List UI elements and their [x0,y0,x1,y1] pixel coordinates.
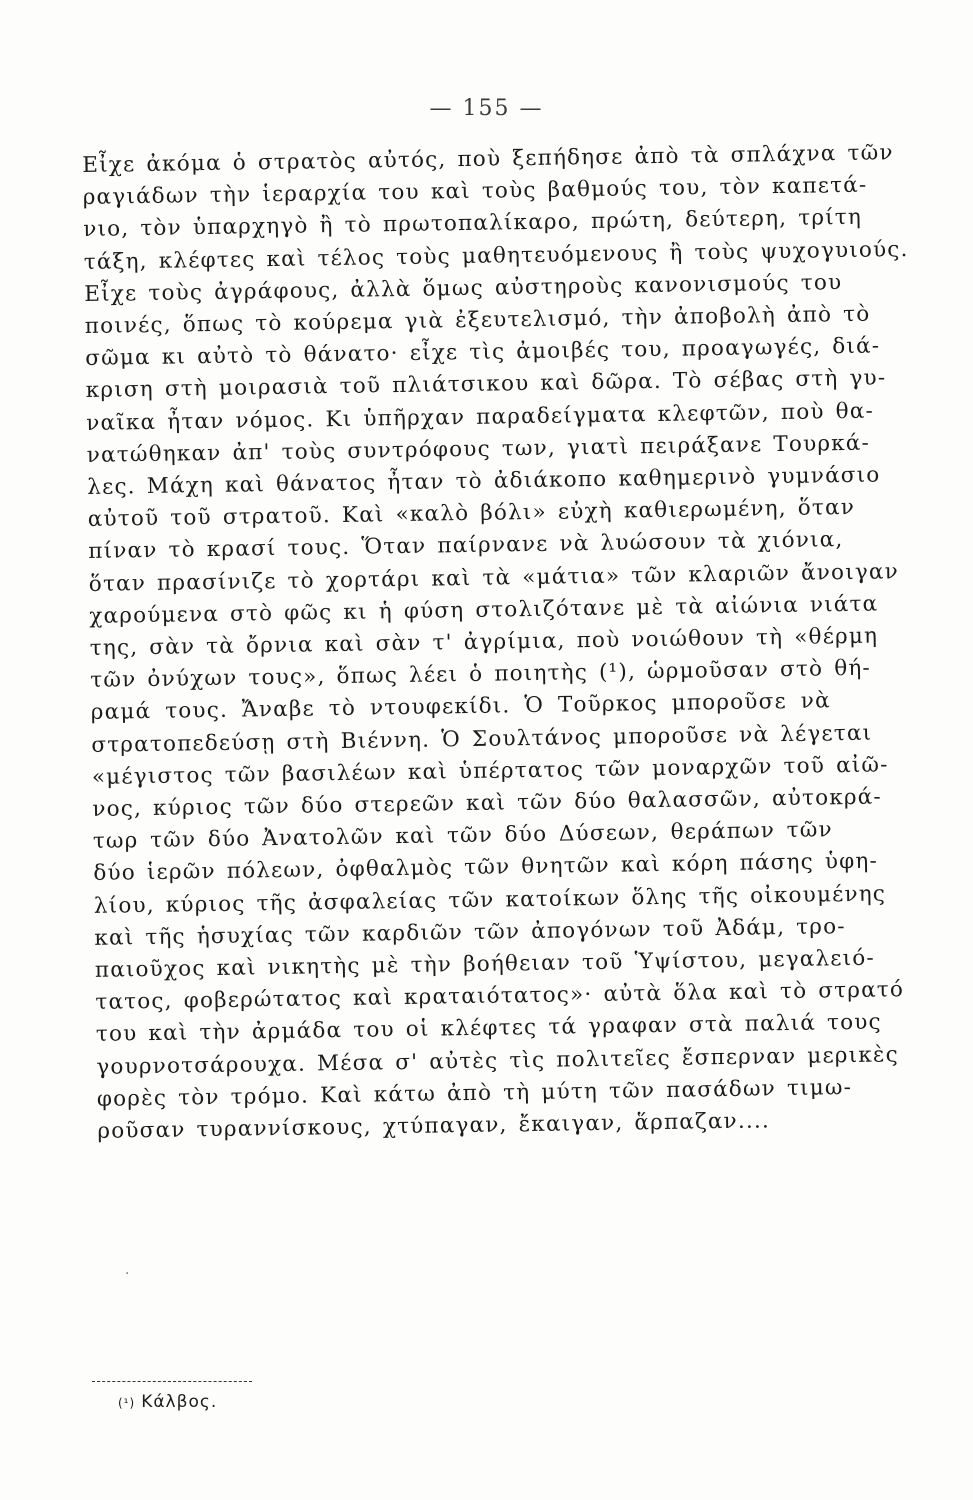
text-line: νατώθηκαν ἀπ' τοὺς συντρόφους των, γιατὶ πειράξανε Τουρκά- [86,430,871,468]
text-line: ροῦσαν τυραννίσκους, χτύπαγαν, ἔκαιγαν, ἅρπαζαν.... [97,1108,771,1144]
text-line: γουρνοτσάρουχα. Μέσα σ' αὐτὲς τὶς πολιτεῖες ἔσπερναν μερικὲς [96,1041,900,1080]
text-line: λες. Μάχη καὶ θάνατος ἦταν τὸ ἀδιάκοπο καθημερινὸ γυμνάσιο [87,462,881,500]
text-line: ναῖκα ἦταν νόμος. Κι ὑπῆρχαν παραδείγματα κλεφτῶν, ποὺ θα- [86,398,875,436]
text-line: λίου, κύριος τῆς ἀσφαλείας τῶν κατοίκων ὅλης τῆς οἰκουμένης [93,881,887,919]
stray-mark: · [125,1266,130,1282]
text-line: καὶ τῆς ἡσυχίας τῶν καρδιῶν τῶν ἀπογόνων τοῦ Ἀδάμ, τρο- [94,913,846,951]
text-line: τωρ τῶν δύο Ἀνατολῶν καὶ τῶν δύο Δύσεων, θεράπων τῶν [92,817,833,855]
text-line: ποινές, ὅπως τὸ κούρεμα γιὰ ἐξευτελισμό, τὴν ἀποβολὴ ἀπὸ τὸ [84,301,871,339]
text-line: τατος, φοβερώτατος καὶ κραταιότατος»· αὐτὰ ὅλα καὶ τὸ στρατό [95,977,905,1016]
footnote [118,1392,217,1412]
text-line: πίναν τὸ κρασί τους. Ὅταν παίρνανε νὰ λυώσουν τὰ χιόνια, [88,527,844,565]
text-line: ὅταν πρασίνιζε τὸ χορτάρι καὶ τὰ «μάτια» τῶν κλαριῶν ἄνοιγαν [88,558,900,597]
text-line: νος, κύριος τῶν δύο στερεῶν καὶ τῶν δύο θαλασσῶν, αὐτοκρά- [92,784,883,822]
text-line: ραμά τους. Ἄναβε τὸ ντουφεκίδι. Ὁ Τοῦρκος μποροῦσε νὰ [90,688,831,726]
text-line: κριση στὴ μοιρασιὰ τοῦ πλιάτσικου καὶ δῶρα. Τὸ σέβας στὴ γυ- [85,365,887,404]
text-line: παιοῦχος καὶ νικητὴς μὲ τὴν βοήθειαν τοῦ Ὑψίστου, μεγαλειό- [94,945,876,983]
text-line: της, σὰν τὰ ὄρνια καὶ σὰν τ' ἀγρίμια, ποὺ νοιώθουν τὴ «θέρμη [89,623,879,661]
footnote-marker: (¹) [118,1396,136,1410]
text-line: τῶν ὀνύχων τους», ὅπως λέει ὁ ποιητὴς (¹), ὡρμοῦσαν στὸ θή- [90,655,872,694]
text-line: Εἶχε τοὺς ἀγράφους, ἀλλὰ ὅμως αὐστηροὺς κανονισμούς του [84,269,843,307]
text-line: φορὲς τὸν τρόμο. Καὶ κάτω ἀπὸ τὴ μύτη τῶν πασάδων τιμω- [96,1074,853,1112]
body-text [82,138,909,1148]
footnote-text: Κάλβος. [141,1392,218,1412]
text-line: σῶμα κι αὐτὸ τὸ θάνατο· εἶχε τὶς ἀμοιβές του, προαγωγές, διά- [85,333,881,372]
page-number: — 155 — [429,96,544,121]
text-line: τάξη, κλέφτες καὶ τέλος τοὺς μαθητευόμενους ἢ τοὺς ψυχογυιούς. [83,236,909,275]
text-line: στρατοπεδεύσῃ στὴ Βιέννη. Ὁ Σουλτάνος μποροῦσε νὰ λέγεται [91,720,873,758]
text-line: χαρούμενα στὸ φῶς κι ἡ φύση στολιζότανε μὲ τὰ αἰώνια νιάτα [89,591,879,629]
text-line: ραγιάδων τὴν ἱεραρχία του καὶ τοὺς βαθμούς του, τὸν καπετά- [82,172,868,211]
text-line: νιο, τὸν ὑπαρχηγὸ ἢ τὸ πρωτοπαλίκαρο, πρώτη, δεύτερη, τρίτη [83,205,863,243]
text-line: «μέγιστος τῶν βασιλέων καὶ ὑπέρτατος τῶν μοναρχῶν τοῦ αἰῶ- [91,752,889,790]
footnote-divider [92,1381,252,1382]
text-line: δύο ἱερῶν πόλεων, ὀφθαλμὸς τῶν θνητῶν καὶ κόρη πάσης ὑφη- [93,849,879,887]
text-line: Εἶχε ἀκόμα ὁ στρατὸς αὐτός, ποὺ ξεπήδησε ἀπὸ τὰ σπλάχνα τῶν [82,140,894,178]
text-line: αὐτοῦ τοῦ στρατοῦ. Καὶ «καλὸ βόλι» εὐχὴ καθιερωμένη, ὅταν [87,495,856,533]
text-line: του καὶ τὴν ἀρμάδα του οἱ κλέφτες τά γραφαν στὰ παλιά τους [95,1010,882,1048]
